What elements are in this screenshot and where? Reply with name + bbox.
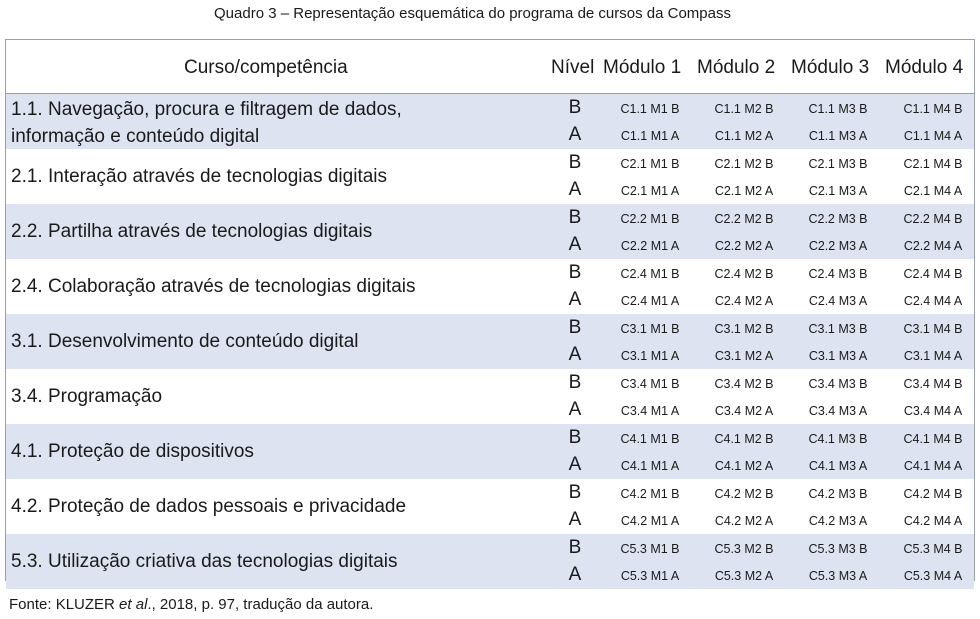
module-cell: C3.1 M2 A (714, 349, 774, 363)
module-cell: C5.3 M4 B (903, 542, 963, 556)
module-cell: C3.4 M1 A (620, 404, 680, 418)
table-row (6, 149, 974, 204)
level-label: A (568, 509, 582, 530)
module-cell: C3.4 M3 B (808, 377, 868, 391)
level-label: B (568, 152, 582, 173)
header-module-4: Módulo 4 (885, 57, 964, 78)
module-cell: C1.1 M2 B (714, 102, 774, 116)
table-caption: Quadro 3 – Representação esquemática do programa de cursos da Compass (214, 5, 731, 22)
module-cell: C2.1 M2 B (714, 157, 774, 171)
level-label: A (568, 289, 582, 310)
level-label: B (568, 537, 582, 558)
course-name-line: informação e conteúdo digital (11, 126, 260, 147)
course-name (11, 441, 254, 463)
module-cell: C5.3 M2 B (714, 542, 774, 556)
module-cell: C2.4 M2 A (714, 294, 774, 308)
header-module-1: Módulo 1 (603, 57, 682, 78)
module-cell: C3.4 M4 B (903, 377, 963, 391)
module-cell: C3.4 M3 A (808, 404, 868, 418)
module-cell: C1.1 M4 B (903, 102, 963, 116)
module-cell: C3.4 M1 B (620, 377, 680, 391)
course-name (11, 276, 416, 298)
module-cell: C2.4 M2 B (714, 267, 774, 281)
course-name-line: 3.4. Programação (11, 386, 163, 407)
module-cell: C1.1 M2 A (714, 129, 774, 143)
course-name-line: 2.4. Colaboração através de tecnologias digitais (11, 276, 416, 297)
module-cell: C4.2 M3 A (808, 514, 868, 528)
module-cell: C5.3 M1 B (620, 542, 680, 556)
module-cell: C4.2 M2 A (714, 514, 774, 528)
course-name-line: 5.3. Utilização criativa das tecnologias digitais (11, 551, 398, 572)
level-label: B (568, 97, 582, 118)
level-label: A (568, 234, 582, 255)
module-cell: C4.1 M2 B (714, 432, 774, 446)
module-cell: C4.2 M3 B (808, 487, 868, 501)
module-cell: C2.2 M4 A (903, 239, 963, 253)
table-row (6, 259, 974, 314)
course-name (11, 386, 162, 408)
module-cell: C3.1 M1 A (620, 349, 680, 363)
module-cell: C2.1 M3 B (808, 157, 868, 171)
module-cell: C3.1 M4 B (903, 322, 963, 336)
module-cell: C2.4 M4 B (903, 267, 963, 281)
module-cell: C4.1 M1 B (620, 432, 680, 446)
course-name (11, 331, 359, 353)
level-label: B (568, 207, 582, 228)
module-cell: C2.2 M1 B (620, 212, 680, 226)
module-cell: C3.1 M4 A (903, 349, 963, 363)
course-name-line: 3.1. Desenvolvimento de conteúdo digital (11, 331, 359, 352)
header-module-3: Módulo 3 (791, 57, 870, 78)
module-cell: C4.2 M2 B (714, 487, 774, 501)
course-name (11, 166, 387, 188)
table-row (6, 534, 974, 589)
module-cell: C2.2 M2 A (714, 239, 774, 253)
course-name (11, 96, 402, 150)
table-row (6, 94, 974, 149)
module-cell: C2.4 M3 A (808, 294, 868, 308)
course-name-line: 1.1. Navegação, procura e filtragem de dados, (11, 99, 402, 120)
module-cell: C4.1 M4 B (903, 432, 963, 446)
module-cell: C1.1 M3 A (808, 129, 868, 143)
table-row (6, 424, 974, 479)
course-name-line: 4.2. Proteção de dados pessoais e privacidade (11, 496, 407, 517)
module-cell: C5.3 M2 A (714, 569, 774, 583)
module-cell: C2.1 M1 A (620, 184, 680, 198)
course-name (11, 221, 372, 243)
module-cell: C5.3 M3 B (808, 542, 868, 556)
level-label: B (568, 317, 582, 338)
module-cell: C3.1 M3 B (808, 322, 868, 336)
level-label: B (568, 262, 582, 283)
module-cell: C3.1 M2 B (714, 322, 774, 336)
course-name (11, 496, 406, 518)
module-cell: C3.4 M2 A (714, 404, 774, 418)
level-label: B (568, 482, 582, 503)
course-name-line: 2.1. Interação através de tecnologias digitais (11, 166, 388, 187)
level-label: A (568, 399, 582, 420)
module-cell: C5.3 M4 A (903, 569, 963, 583)
module-cell: C1.1 M4 A (903, 129, 963, 143)
course-name-line: 2.2. Partilha através de tecnologias digitais (11, 221, 373, 242)
module-cell: C2.2 M4 B (903, 212, 963, 226)
course-name (11, 551, 398, 573)
level-label: A (568, 179, 582, 200)
module-cell: C2.4 M1 A (620, 294, 680, 308)
level-label: A (568, 454, 582, 475)
level-label: B (568, 372, 582, 393)
module-cell: C2.2 M2 B (714, 212, 774, 226)
table-row (6, 204, 974, 259)
module-cell: C4.1 M3 A (808, 459, 868, 473)
module-cell: C5.3 M1 A (620, 569, 680, 583)
module-cell: C3.4 M2 B (714, 377, 774, 391)
module-cell: C5.3 M3 A (808, 569, 868, 583)
level-label: B (568, 427, 582, 448)
module-cell: C4.1 M1 A (620, 459, 680, 473)
module-cell: C2.1 M1 B (620, 157, 680, 171)
module-cell: C2.2 M1 A (620, 239, 680, 253)
table-row (6, 314, 974, 369)
module-cell: C1.1 M3 B (808, 102, 868, 116)
level-label: A (568, 124, 582, 145)
module-cell: C4.1 M4 A (903, 459, 963, 473)
module-cell: C2.4 M3 B (808, 267, 868, 281)
module-cell: C4.2 M1 B (620, 487, 680, 501)
module-cell: C1.1 M1 A (620, 129, 680, 143)
module-cell: C4.1 M2 A (714, 459, 774, 473)
courses-table (5, 39, 975, 585)
module-cell: C2.1 M2 A (714, 184, 774, 198)
module-cell: C4.2 M4 B (903, 487, 963, 501)
header-module-2: Módulo 2 (697, 57, 776, 78)
module-cell: C4.2 M4 A (903, 514, 963, 528)
module-cell: C2.2 M3 B (808, 212, 868, 226)
table-row (6, 479, 974, 534)
header-level: Nível (551, 57, 595, 78)
level-label: A (568, 564, 582, 585)
module-cell: C3.1 M3 A (808, 349, 868, 363)
module-cell: C3.4 M4 A (903, 404, 963, 418)
module-cell: C4.2 M1 A (620, 514, 680, 528)
level-label: A (568, 344, 582, 365)
module-cell: C2.4 M4 A (903, 294, 963, 308)
table-header (6, 40, 974, 94)
module-cell: C2.1 M4 A (903, 184, 963, 198)
header-course: Curso/competência (184, 57, 348, 78)
module-cell: C2.4 M1 B (620, 267, 680, 281)
module-cell: C2.1 M4 B (903, 157, 963, 171)
module-cell: C2.1 M3 A (808, 184, 868, 198)
module-cell: C2.2 M3 A (808, 239, 868, 253)
table-source: Fonte: KLUZER et al., 2018, p. 97, tradução da autora. (9, 596, 374, 613)
module-cell: C1.1 M1 B (620, 102, 680, 116)
course-name-line: 4.1. Proteção de dispositivos (11, 441, 254, 462)
module-cell: C3.1 M1 B (620, 322, 680, 336)
module-cell: C4.1 M3 B (808, 432, 868, 446)
table-row (6, 369, 974, 424)
